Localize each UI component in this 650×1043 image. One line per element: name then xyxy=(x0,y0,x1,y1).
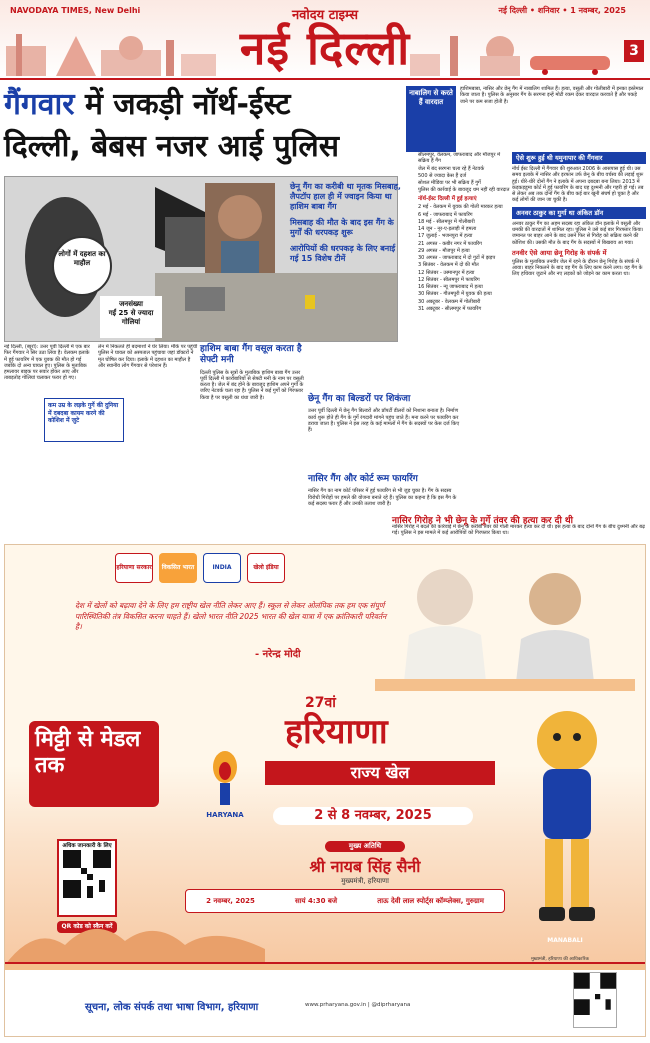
event-intro-list xyxy=(418,152,510,194)
list-item: 3 सितंबर - वेलकम में दो की मौत xyxy=(418,262,479,269)
main-headline xyxy=(4,86,402,172)
page-title: नई दिल्ली xyxy=(239,21,411,75)
right-column-box-head: ऐसे शुरू हुई थी यमुनापार की गैंगवार xyxy=(512,152,646,164)
ad-medal-text: मिट्टी से मेडल तक xyxy=(29,721,159,807)
torch-icon xyxy=(195,745,255,809)
list-item: 31 अक्टूबर - सीलमपुर में फायरिंग xyxy=(418,305,482,312)
list-item: 12 सितंबर - उस्मानपुर में हत्या xyxy=(418,269,475,276)
list-item: 30 अगस्त - जाफराबाद में दो गुटों में झड़प xyxy=(418,255,496,262)
list-item: सोशल मीडिया पर भी सक्रिय हैं गुर्गे xyxy=(418,180,481,186)
right-column-body-3: पुलिस के मुताबिक तनवीर जेल में रहने के दौरान छेनू गिरोह के संपर्क में आया। बाहर निकलने के बाद वह गैंग के लिए काम करने लगा। वह गैंग के लिए हथियार जुटाने और नए लड़कों को जोड़ने का काम करता था। xyxy=(512,258,643,278)
list-item: 30 अक्टूबर - वेलकम में गोलीबारी xyxy=(418,298,481,305)
viksit-bharat-logo: विकसित भारत xyxy=(159,553,197,583)
list-item: 6 मई - जाफराबाद में फायरिंग xyxy=(418,211,473,218)
list-item: 29 अगस्त - मौजपुर में हत्या xyxy=(418,247,470,254)
event-items-list xyxy=(418,204,510,312)
venue-date: 2 नवम्बर, 2025 xyxy=(206,896,255,905)
list-item: 17 जुलाई - भजनपुरा में हत्या xyxy=(418,233,473,240)
photo-bullet-list xyxy=(290,182,402,270)
list-item: 16 सितंबर - न्यू जाफराबाद में हत्या xyxy=(418,284,483,291)
event-list xyxy=(418,152,510,526)
right-column xyxy=(512,152,646,526)
right-column-red-head: अनवर ठाकुर का गुर्गा था अंकित डॉन xyxy=(512,207,646,219)
story-hashim-body: दिल्ली पुलिस के सूत्रों के मुताबिक हाशिम बाबा गैंग उत्तर पूर्वी दिल्ली में कारोबारियों से सेफ्टी मनी के नाम पर वसूली करता है। जेल में बंद होने के बावजूद हाशिम अपने गुर्गों के जरिए नेटवर्क चला रहा है। पुलिस ने कई गुर्गों को गिरफ्तार किया है पर वसूली का धंधा जारी है। xyxy=(200,369,304,401)
list-item: जेल में बंद सरगना चला रहे हैं नेटवर्क xyxy=(418,165,485,172)
cheetah-mascot-icon xyxy=(505,695,625,935)
headline-line-2: दिल्ली, बेबस नजर आई पुलिस xyxy=(4,128,340,164)
games-edition: 27वां xyxy=(305,695,336,711)
newspaper-edition-label: NAVODAYA TIMES, New Delhi xyxy=(10,6,141,15)
headline-line-1 xyxy=(4,86,402,124)
games-state-name: हरियाणा xyxy=(285,712,388,752)
qr-label: अधिक जानकारी के लिए xyxy=(62,843,112,849)
ad-footer xyxy=(5,962,646,1036)
story-nasir-head: नासिर गैंग और कोर्ट रूम फायरिंग xyxy=(308,474,418,484)
india-logo: INDIA xyxy=(203,553,241,583)
ad-footer-links[interactable]: www.prharyana.gov.in | @diprharyana xyxy=(305,1002,411,1008)
khelo-india-logo: खेलो इंडिया xyxy=(247,553,285,583)
right-column-body-2: अनवर ठाकुर गैंग का अहम सदस्य रहा अंकित डॉन इलाके में वसूली और धमकी की वारदातों में शामिल रहा। पुलिस ने उसे कई बार गिरफ्तार किया। जमानत पर बाहर आने के बाद उसने फिर से गिरोह को सक्रिय करने की कोशिश की। उसकी मौत के बाद गैंग के सदस्यों में बिखराव आ गया। xyxy=(512,220,644,246)
date-label: नई दिल्ली • शनिवार • 1 नवम्बर, 2025 xyxy=(498,6,626,15)
haryana-games-advertisement xyxy=(4,544,646,1037)
games-logo-label: HARYANA xyxy=(206,811,244,820)
photo-bullet: आरोपियों की धरपकड़ के लिए बनाई गई 15 विशेष टीमें xyxy=(290,244,396,263)
haryana-govt-logo: हरियाणा सरकार xyxy=(115,553,153,583)
venue-time: सायं 4:30 बजे xyxy=(295,896,338,905)
story-column-a: नई दिल्ली, (ब्यूरो): उत्तर पूर्वी दिल्ली में एक बार फिर गैंगवार ने सिर उठा लिया है। वेलकम इलाके में हुई फायरिंग में एक युवक की मौत हो गई जबकि दो अन्य घायल हुए। पुलिस के मुताबिक हमलावर बाइक पर सवार होकर आए और ताबड़तोड़ गोलियां चलाकर फरार हो गए। xyxy=(4,344,90,382)
leaders-portrait xyxy=(375,551,635,691)
masthead xyxy=(0,0,650,80)
story-nasir-body: नासिर गैंग का नाम कोर्ट परिसर में हुई फायरिंग से भी जुड़ चुका है। गैंग के सदस्य विरोधी गिरोहों पर हमले की योजना बनाते रहे हैं। पुलिस का कहना है कि इस गैंग के कई सदस्य फरार हैं और उनकी तलाश जारी है। xyxy=(308,488,457,507)
terror-callout: लोगों में दहशत का माहौल xyxy=(52,236,112,296)
qr-scan-label: QR कोड को स्कैन करें xyxy=(57,921,117,933)
pull-quote: कम उम्र के लड़के गुर्गे की दुनिया में दबदबा कायम करने की कोशिश में जुटे xyxy=(44,398,124,442)
story-column-b: लेन में निकलते ही बदमाशों ने घेर लिया। मौके पर पहुंची पुलिस ने घायल को अस्पताल पहुंचाया जहां डॉक्टरों ने मृत घोषित कर दिया। इलाके में दहशत का माहौल है और स्थानीय लोग गैंगवार से परेशान हैं। xyxy=(98,344,198,369)
list-item: 14 जून - नूर-ए-इलाही में हमला xyxy=(418,226,477,233)
story-gang-head: छेनू गैंग का बिल्डरों पर शिकंजा xyxy=(308,394,411,404)
ad-footer-department: सूचना, लोक संपर्क तथा भाषा विभाग, हरियाणा xyxy=(85,1002,259,1013)
list-item: 18 मई - सीलमपुर में गोलीबारी xyxy=(418,218,475,225)
nasir-bar-body: नासिर गिरोह ने बदले की कार्रवाई में छेनू के करीबी तंवर की गोली मारकर हत्या कर दी थी। इस हत्या के बाद दोनों गैंग के बीच दुश्मनी और बढ़ गई। पुलिस ने इस मामले में कई आरोपियों को गिरफ्तार किया था। xyxy=(392,524,645,537)
bullets-callout xyxy=(100,296,162,338)
cm-photo-credit: मुख्यमंत्री, हरियाणा की आधिकारिक xyxy=(531,957,589,962)
chief-guest-title: मुख्यमंत्री, हरियाणा xyxy=(341,877,389,885)
photo-bullet: मिसबाह की मौत के बाद इस गैंग के मुर्गों की धरपकड़ शुरू xyxy=(290,218,394,237)
ad-logo-row xyxy=(115,553,415,583)
crowd-illustration xyxy=(5,905,265,965)
headline-line-1-rest: में जकड़ी नॉर्थ-ईस्ट xyxy=(74,87,291,122)
page-number: 3 xyxy=(624,40,644,62)
list-item: सीलमपुर, वेलकम, जाफराबाद और मौजपुर में सक्रिय हैं गैंग xyxy=(418,152,501,165)
bullets-callout-tag: जनसंख्या xyxy=(119,300,143,308)
list-item: 12 सितंबर - सीलमपुर में फायरिंग xyxy=(418,276,480,283)
games-logo xyxy=(195,745,255,825)
list-item: पुलिस की कार्रवाई के बावजूद थम नहीं रही वारदात xyxy=(418,187,510,194)
qr-code-icon xyxy=(574,973,616,1015)
headline-accent: गैंगवार xyxy=(4,87,75,122)
mascot-name: MANABALI xyxy=(547,937,583,945)
colour-dot-strip xyxy=(5,964,646,970)
right-column-red-head-2: तनवीर ऐसे आया छेनू गिरोह के संपर्क में xyxy=(512,248,607,257)
venue-place: ताऊ देवी लाल स्पोर्ट्स कॉम्प्लेक्स, गुरुग्राम xyxy=(377,896,484,905)
list-item: 21 अगस्त - कबीर नगर में फायरिंग xyxy=(418,240,482,247)
side-label-text: हाशिमबाबा, नासिर और छेनू गैंग में नाबालिग शामिल हैं। हत्या, वसूली और गोलीबारी में इनका इस्तेमाल किया जाता है। पुलिस के अनुसार गैंग के सरगना इन्हें मोटी रकम देकर वारदात करवाते हैं और पकड़े जाने पर कम सजा होती है। xyxy=(460,86,644,105)
qr-code-icon xyxy=(63,850,111,898)
mascot-illustration xyxy=(505,695,625,955)
games-dates: 2 से 8 नवम्बर, 2025 xyxy=(273,807,473,825)
event-list-head: नॉर्थ-ईस्ट दिल्ली में हुई हत्याएं xyxy=(418,195,477,202)
story-gang-body: उत्तर पूर्वी दिल्ली में छेनू गैंग बिल्डरों और प्रॉपर्टी डीलरों को निशाना बनाता है। निर्माण कार्य शुरू होते ही गैंग के गुर्गे रंगदारी मांगने पहुंच जाते हैं। मना करने पर फायरिंग कर डराया जाता है। पुलिस ने इस तरह के कई मामलों में गैंग के सदस्यों पर केस दर्ज किए हैं। xyxy=(308,408,460,433)
footer-qr-code[interactable] xyxy=(573,972,617,1028)
chief-guest-label: मुख्य अतिथि xyxy=(325,841,405,852)
ad-quote: देश में खेलों को बढ़ावा देने के लिए हम राष्ट्रीय खेल नीति लेकर आए हैं। स्कूल से लेकर ओलंपिक तक हम एक संपूर्ण पारिस्थितिकी तंत्र विकसित करना चाहते हैं। खेलो भारत नीति 2025 भारत की खेल यात्रा में एक क्रांतिकारी परिवर्तन है। xyxy=(75,601,387,631)
story-hashim-head: हाशिम बाबा गैंग वसूल करता है सेफ्टी मनी xyxy=(200,344,302,366)
list-item: 30 सितंबर - गौतमपुरी में युवक की हत्या xyxy=(418,291,492,298)
side-label-box: नाबालिग से करते हैं वारदात xyxy=(406,86,456,152)
right-column-body-1: नॉर्थ ईस्ट दिल्ली में गैंगवार की शुरुआत 2006 के आसपास हुई थी। उस समय इलाके में नासिर और इरफान उर्फ छेनू के बीच वर्चस्व की लड़ाई शुरू हुई। धीरे-धीरे दोनों गैंग ने इलाके में अपना दबदबा बना लिया। 2013 में कड़कड़डूमा कोर्ट में हुई फायरिंग के बाद यह दुश्मनी और गहरी हो गई। तब से लेकर अब तक दोनों गैंग के बीच कई बार खूनी संघर्ष हो चुका है और कई लोगों की जान जा चुकी है। xyxy=(512,166,644,204)
bullets-callout-text: गईं 25 से ज्यादा गोलियां xyxy=(108,308,154,326)
list-item: 2 मई - वेलकम में युवक की गोली मारकर हत्या xyxy=(418,204,503,211)
photo-bullet: छेनू गैंग का करीबी था मृतक मिसबाह, लैपटॉप हाल ही में ज्वाइन किया था हाशिम बाबा गैंग xyxy=(290,182,401,211)
story-hashim-baba xyxy=(200,344,306,526)
chief-guest-name: श्री नायब सिंह सैनी xyxy=(309,857,421,876)
nasir-bar-head: नासिर गिरोह ने भी छेनू के गुर्गे तंवर की हत्या कर दी थी xyxy=(392,516,573,526)
list-item: 500 से ज्यादा केस हैं दर्ज xyxy=(418,172,467,179)
brand-name: नवोदय टाइम्स xyxy=(291,8,359,23)
ad-quote-author: - नरेन्द्र मोदी xyxy=(255,649,301,660)
games-name-band: राज्य खेल xyxy=(265,761,495,785)
